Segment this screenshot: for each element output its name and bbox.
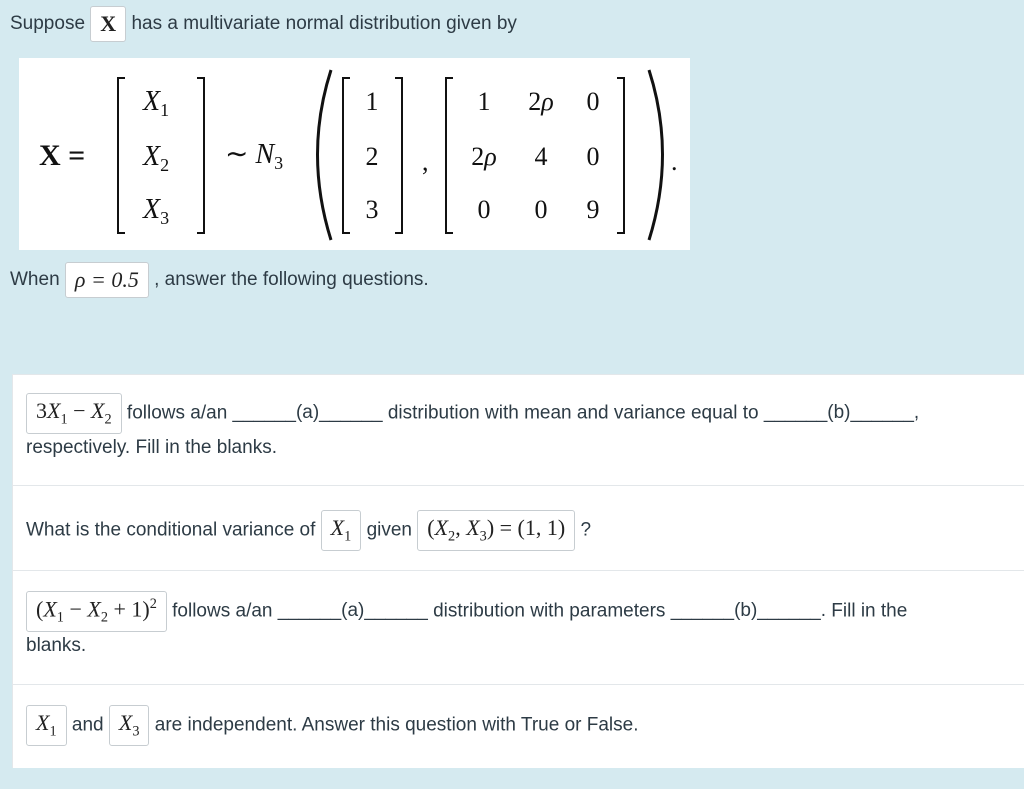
question-1: [13, 375, 1024, 486]
math-x-bold: X: [90, 6, 126, 42]
math-x1: $X_1$: [321, 510, 362, 551]
svg-text:.: .: [671, 147, 678, 176]
covariance-matrix: [471, 87, 599, 224]
q1-text-mid: distribution with mean and variance equal to: [387, 402, 759, 424]
questions-panel: [12, 374, 1024, 768]
math-squared-expression: $(X_1 - X_2 + 1)^2$: [26, 591, 167, 632]
q3-text-end: Fill in the: [831, 600, 908, 622]
question-2: [13, 486, 1024, 571]
random-vector: [142, 86, 169, 228]
intro-line: [10, 6, 517, 42]
svg-text:X3: $X_3$: [143, 194, 170, 228]
q1-text-cont: respectively. Fill in the blanks.: [26, 437, 277, 458]
mean-vector: [366, 87, 379, 224]
intro-text-pre: Suppose: [10, 13, 86, 35]
when-post-text: , answer the following questions.: [154, 269, 429, 291]
svg-text:0: 0: [586, 87, 600, 116]
math-condition: ($X_2$, $X_3) = (1$, 1): [417, 510, 575, 551]
equation-lhs: X =: [39, 139, 86, 172]
when-text: When: [10, 269, 60, 291]
question-3: [13, 571, 1024, 685]
rho-value: ρ = 0.5: [65, 262, 149, 298]
svg-text:3: 3: [365, 195, 379, 224]
distribution-symbol: ∼ $N_3$: [225, 139, 284, 173]
svg-text:,: ,: [422, 147, 429, 176]
q4-text-post: are independent. Answer this question with True or False.: [154, 714, 639, 736]
svg-text:1: 1: [365, 87, 379, 116]
math-x3: $X_3$: [109, 705, 150, 746]
svg-text:0: 0: [534, 195, 548, 224]
svg-text:4: 4: [534, 142, 548, 171]
q2-text-pre: What is the conditional variance of: [26, 519, 316, 541]
math-linear-combination: $3X_1 - X_2$: [26, 393, 122, 434]
distribution-equation: [19, 58, 690, 250]
intro-text-post: has a multivariate normal distribution given by: [131, 13, 517, 35]
q1-text-pre: follows a/an: [126, 402, 228, 424]
svg-text:0: 0: [586, 142, 600, 171]
svg-text:1: 1: [477, 87, 491, 116]
svg-text:9: 9: [586, 195, 600, 224]
svg-text:2: 2: [365, 142, 379, 171]
q3-text-mid: distribution with parameters: [433, 600, 666, 622]
svg-text:2ρ: 2ρ: [528, 87, 554, 116]
svg-text:0: 0: [477, 195, 491, 224]
q3-blank-b: ______(b)______.: [670, 600, 826, 622]
q2-text-given: given: [366, 519, 412, 541]
q1-blank-a: ______(a)______: [232, 402, 383, 424]
svg-text:2ρ: 2ρ: [471, 142, 497, 171]
q3-blank-a: ______(a)______: [277, 600, 428, 622]
q2-text-end: ?: [580, 519, 592, 541]
svg-text:X2: $X_2$: [143, 141, 170, 175]
q3-text-pre: follows a/an: [172, 600, 273, 622]
math-x1: $X_1$: [26, 705, 67, 746]
q1-blank-b: ______(b)______,: [763, 402, 920, 424]
question-4: [13, 685, 1024, 768]
q3-text-cont: blanks.: [26, 635, 87, 656]
condition-line: [10, 262, 429, 298]
q4-text-and: and: [71, 714, 104, 736]
svg-text:X1: $X_1$: [143, 86, 170, 120]
